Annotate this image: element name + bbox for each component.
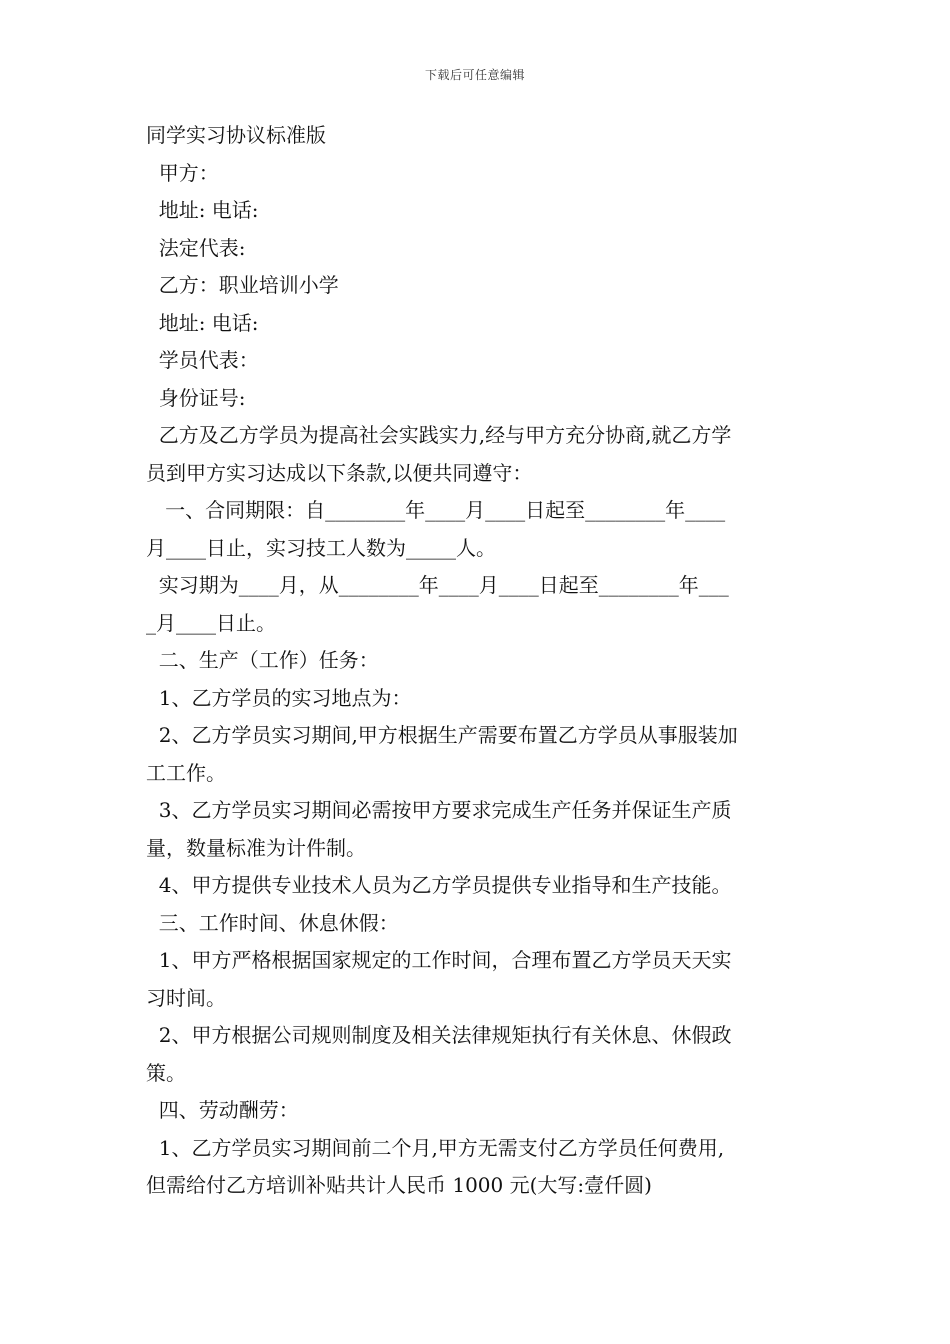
section-3-item-1-line-2: 习时间。 [146, 985, 226, 1010]
document-body [146, 117, 808, 1205]
section-4-heading: 四、劳动酬劳： [146, 1098, 299, 1122]
party-a-representative: 法定代表: [146, 235, 246, 260]
party-a-label: 甲方： [146, 160, 219, 185]
party-b-label: 乙方：职业培训小学 [146, 273, 339, 297]
section-3-item-2-line-1: 2、甲方根据公司规则制度及相关法律规矩执行有关休息、休假政 [146, 1023, 732, 1047]
party-b-address: 地址: 电话: [146, 310, 259, 335]
document-title: 同学实习协议标准版 [146, 123, 326, 147]
preamble-line-2: 员到甲方实习达成以下条款,以便共同遵守： [146, 460, 533, 485]
section-2-item-1: 1、乙方学员的实习地点为： [146, 685, 412, 710]
preamble-line-1: 乙方及乙方学员为提高社会实践实力,经与甲方充分协商,就乙方学 [146, 423, 732, 447]
internship-period-line-2: _月____日止。 [146, 610, 276, 635]
section-2-heading: 二、生产（工作）任务： [146, 648, 379, 672]
student-representative: 学员代表： [146, 348, 259, 372]
contract-term-line-2: 月____日止，实习技工人数为_____人。 [146, 535, 496, 560]
section-2-item-2-line-1: 2、乙方学员实习期间,甲方根据生产需要布置乙方学员从事服装加 [146, 723, 738, 747]
section-4-item-1-line-2: 但需给付乙方培训补贴共计人民币 1000 元(大写:壹仟圆) [146, 1173, 652, 1197]
section-3-item-1-line-1: 1、甲方严格根据国家规定的工作时间，合理布置乙方学员天天实 [146, 948, 732, 972]
section-2-item-4: 4、甲方提供专业技术人员为乙方学员提供专业指导和生产技能。 [146, 873, 732, 897]
section-3-heading: 三、工作时间、休息休假： [146, 910, 399, 935]
party-a-address: 地址: 电话: [146, 198, 259, 222]
section-2-item-3-line-1: 3、乙方学员实习期间必需按甲方要求完成生产任务并保证生产质 [146, 798, 732, 822]
section-2-item-3-line-2: 量，数量标准为计件制。 [146, 835, 366, 860]
contract-term-line-1: 一、合同期限：自________年____月____日起至________年____ [146, 498, 726, 522]
id-number: 身份证号: [146, 385, 246, 410]
section-3-item-2-line-2: 策。 [146, 1060, 186, 1085]
page-header: 下载后可任意编辑 [424, 68, 525, 82]
internship-period-line-1: 实习期为____月，从________年____月____日起至________年___ [146, 573, 729, 597]
section-4-item-1-line-1: 1、乙方学员实习期间前二个月,甲方无需支付乙方学员任何费用, [146, 1135, 725, 1160]
section-2-item-2-line-2: 工工作。 [146, 760, 226, 785]
